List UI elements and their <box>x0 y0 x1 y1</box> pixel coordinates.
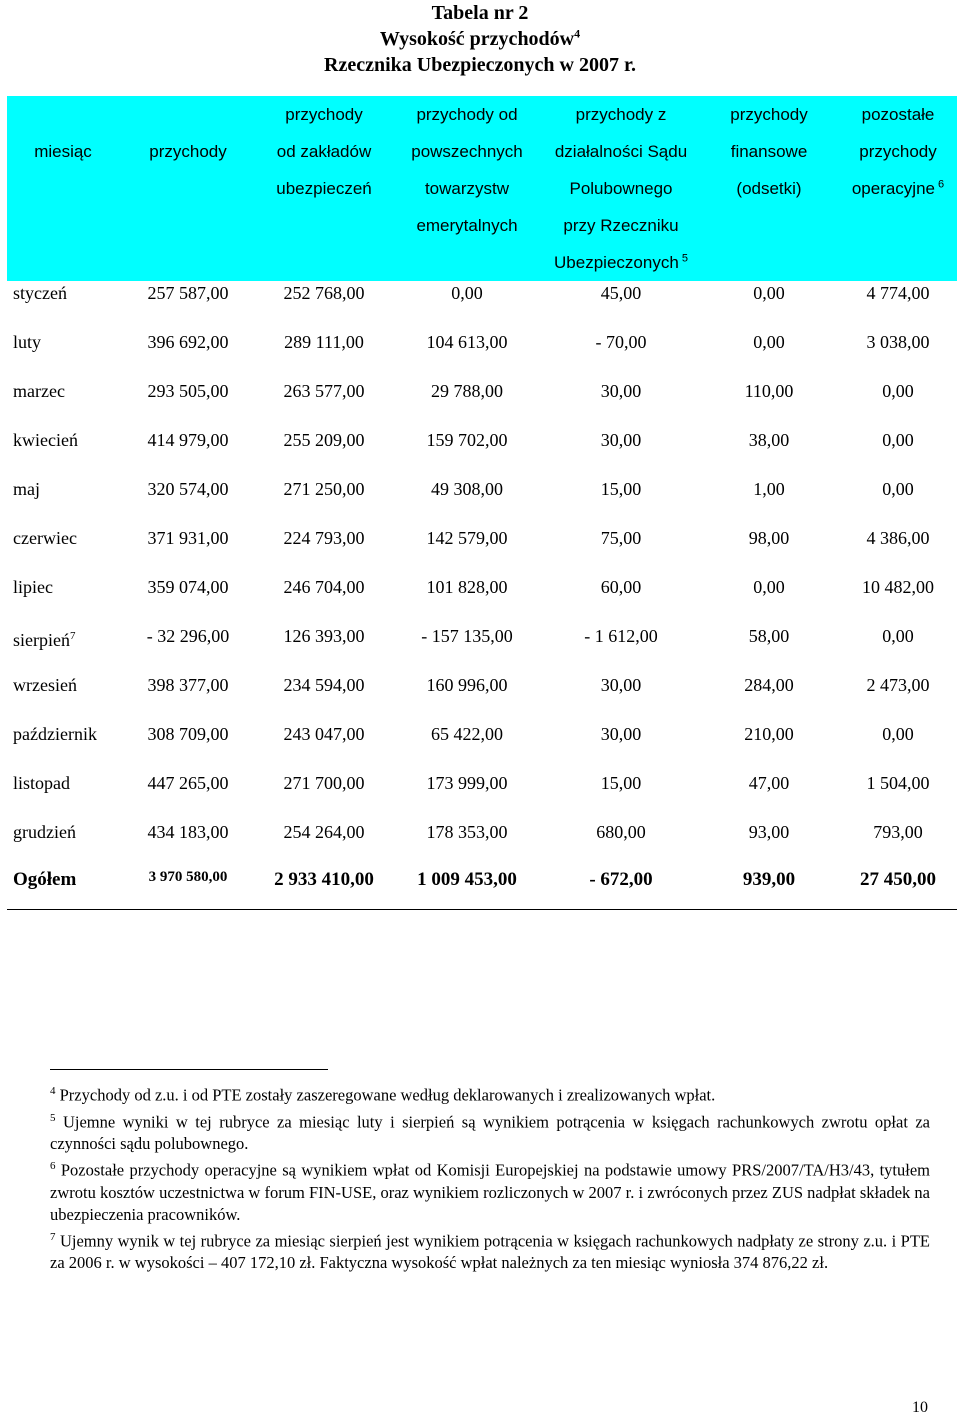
column-header-line: przychody <box>149 142 227 161</box>
value-cell: 3 038,00 <box>866 332 930 352</box>
month-cell: styczeń <box>13 283 67 303</box>
value-cell: 234 594,00 <box>283 675 365 695</box>
column-header-line: operacyjne $^6$ <box>851 178 945 198</box>
total-row <box>7 869 957 910</box>
value-cell: 284,00 <box>744 675 794 695</box>
month-cell: czerwiec <box>13 528 77 548</box>
value-cell: 98,00 <box>748 528 790 548</box>
column-header-line: Polubownego <box>569 179 673 198</box>
value-cell: 1,00 <box>753 479 785 499</box>
value-cell: 45,00 <box>600 283 642 303</box>
column-header-line: towarzystw <box>424 179 510 198</box>
value-cell: 210,00 <box>744 724 794 744</box>
footnote-text: Przychody od z.u. i od PTE zostały zaszeregowane według deklarowanych i zrealizowanych wpłat. <box>59 1085 716 1105</box>
footnote-number: 6 <box>50 1160 56 1172</box>
footnote <box>50 1155 930 1226</box>
table-row <box>7 379 957 428</box>
column-header <box>543 96 699 281</box>
column-header-line <box>7 207 119 244</box>
header-row <box>7 96 957 281</box>
value-cell: 371 931,00 <box>147 528 229 548</box>
column-header-line: ubezpieczeń <box>276 179 372 198</box>
total-value: 939,00 <box>742 869 796 890</box>
value-cell: 30,00 <box>600 724 642 744</box>
column-header-line <box>699 244 839 281</box>
value-cell: 10 482,00 <box>862 577 934 597</box>
value-cell: 142 579,00 <box>426 528 508 548</box>
value-cell: 224 793,00 <box>283 528 365 548</box>
column-header <box>391 96 543 281</box>
footnote-ref: 7 <box>69 630 76 642</box>
title-line-2: Wysokość przychodów$^4$ <box>379 26 581 50</box>
value-cell: 1 504,00 <box>866 773 930 793</box>
column-header-line <box>257 244 391 281</box>
footnote-number: 7 <box>50 1230 56 1243</box>
footnote <box>50 1107 930 1156</box>
footnote-separator <box>50 1069 328 1070</box>
value-cell: 15,00 <box>600 479 642 499</box>
footnotes <box>50 1080 930 1274</box>
value-cell: - 32 296,00 <box>146 626 230 646</box>
value-cell: 308 709,00 <box>147 724 229 744</box>
column-header-line <box>119 207 257 244</box>
column-header-line <box>391 244 543 281</box>
column-header-line: emerytalnych <box>416 216 518 235</box>
footnote-number: 5 <box>50 1111 56 1124</box>
column-header-line <box>839 244 957 281</box>
total-value: 2 933 410,00 <box>274 869 374 890</box>
value-cell: 173 999,00 <box>426 773 508 793</box>
value-cell: 246 704,00 <box>283 577 365 597</box>
value-cell: 30,00 <box>600 381 642 401</box>
table-row <box>7 722 957 771</box>
month-cell: grudzień <box>13 822 76 842</box>
value-cell: 0,00 <box>753 283 785 303</box>
title-line-3: Rzecznika Ubezpieczonych w 2007 r. <box>324 54 636 76</box>
column-header <box>119 96 257 281</box>
column-header-line <box>7 244 119 281</box>
month-cell: listopad <box>13 773 70 793</box>
value-cell: 434 183,00 <box>147 822 229 842</box>
month-cell: luty <box>13 332 42 352</box>
value-cell: 0,00 <box>753 577 785 597</box>
value-cell: 58,00 <box>748 626 790 646</box>
footnote <box>50 1226 930 1275</box>
column-header-line: przychody od <box>416 105 518 124</box>
value-cell: 0,00 <box>882 724 914 744</box>
table-row <box>7 330 957 379</box>
month-cell: sierpień$^7$ <box>13 630 76 650</box>
column-header-line: przychody <box>285 105 363 124</box>
value-cell: 126 393,00 <box>283 626 365 646</box>
month-cell: kwiecień <box>13 430 78 450</box>
footnote-ref: 5 <box>678 252 688 265</box>
value-cell: 255 209,00 <box>283 430 365 450</box>
table-row <box>7 771 957 820</box>
value-cell: 160 996,00 <box>426 675 508 695</box>
table-row <box>7 673 957 722</box>
column-header-line: przy Rzeczniku <box>563 216 679 235</box>
value-cell: 4 774,00 <box>866 283 930 303</box>
value-cell: 4 386,00 <box>866 528 930 548</box>
value-cell: 0,00 <box>882 626 914 646</box>
column-header-line <box>119 244 257 281</box>
total-label: Ogółem <box>13 869 77 890</box>
value-cell: 65 422,00 <box>431 724 503 744</box>
value-cell: 271 700,00 <box>283 773 365 793</box>
value-cell: 30,00 <box>600 430 642 450</box>
value-cell: - 1 612,00 <box>584 626 658 646</box>
column-header-line: pozostałe <box>861 105 935 124</box>
table-row <box>7 477 957 526</box>
table-title <box>0 0 960 78</box>
table-row <box>7 624 957 673</box>
table-row <box>7 820 957 869</box>
value-cell: 243 047,00 <box>283 724 365 744</box>
column-header-line: przychody <box>859 142 937 161</box>
value-cell: 793,00 <box>873 822 923 842</box>
value-cell: 93,00 <box>748 822 790 842</box>
footnote-number: 4 <box>50 1085 56 1097</box>
table-row <box>7 575 957 624</box>
value-cell: - 157 135,00 <box>421 626 513 646</box>
column-header-line: przychody <box>730 105 808 124</box>
value-cell: 320 574,00 <box>147 479 229 499</box>
column-header-line: działalności Sądu <box>554 142 688 161</box>
value-cell: 293 505,00 <box>147 381 229 401</box>
footnote-text: Pozostałe przychody operacyjne są wynikiem wpłat od Komisji Europejskiej na podstawie umowy PRS/2007/TA/H3/43, tytułem zwrotu kosztów uczestnictwa w forum FIN-USE, oraz wynikiem rozliczonych w 2007 r. i zwróconych przez ZUS nadpłat składek na ubezpieczenia pracowników. <box>50 1160 930 1224</box>
value-cell: 398 377,00 <box>147 675 229 695</box>
value-cell: 178 353,00 <box>426 822 508 842</box>
value-cell: 0,00 <box>753 332 785 352</box>
value-cell: 159 702,00 <box>426 430 508 450</box>
value-cell: 257 587,00 <box>147 283 229 303</box>
value-cell: 263 577,00 <box>283 381 365 401</box>
revenue-table <box>7 96 957 910</box>
column-header-line <box>7 170 119 207</box>
table-row <box>7 281 957 330</box>
value-cell: 49 308,00 <box>431 479 503 499</box>
value-cell: - 70,00 <box>595 332 647 352</box>
column-header-line <box>257 207 391 244</box>
column-header-line: przychody z <box>575 105 667 124</box>
month-cell: marzec <box>13 381 65 401</box>
table-row <box>7 428 957 477</box>
month-cell: październik <box>13 724 97 744</box>
value-cell: 75,00 <box>600 528 642 548</box>
footnote-text: Ujemny wynik w tej rubryce za miesiąc sierpień jest wynikiem potrącenia w księgach rachunkowych nadpłaty ze strony z.u. i PTE za 2006 r. w wysokości – 407 172,10 zł. Faktyczna wysokość wpłat należnych za ten miesiąc wyniosła 374 876,22 zł. <box>50 1231 930 1272</box>
month-cell: lipiec <box>13 577 53 597</box>
column-header-line <box>699 207 839 244</box>
value-cell: 252 768,00 <box>283 283 365 303</box>
table-row <box>7 526 957 575</box>
total-value: - 672,00 <box>589 869 653 890</box>
title-line-1: Tabela nr 2 <box>431 2 529 24</box>
column-header-line: powszechnych <box>411 142 523 161</box>
column-header-line <box>119 170 257 207</box>
month-cell: maj <box>13 479 40 499</box>
footnote-ref: 6 <box>934 178 945 191</box>
value-cell: 101 828,00 <box>426 577 508 597</box>
footnote-text: Ujemne wyniki w tej rubryce za miesiąc luty i sierpień są wynikiem potrącenia w księgach rachunkowych zwrotu opłat za czynności sądu polubownego. <box>50 1112 931 1153</box>
column-header <box>699 96 839 281</box>
column-header <box>257 96 391 281</box>
value-cell: 104 613,00 <box>426 332 508 352</box>
value-cell: 47,00 <box>748 773 790 793</box>
value-cell: 2 473,00 <box>866 675 930 695</box>
total-value: 27 450,00 <box>860 869 936 890</box>
column-header-line: Ubezpieczonych $^5$ <box>554 252 688 272</box>
column-header-line: od zakładów <box>276 142 372 161</box>
value-cell: 30,00 <box>600 675 642 695</box>
column-header-line <box>839 207 957 244</box>
value-cell: 0,00 <box>882 381 914 401</box>
value-cell: 29 788,00 <box>431 381 503 401</box>
value-cell: 110,00 <box>744 381 794 401</box>
column-header-line: finansowe <box>730 142 808 161</box>
value-cell: 396 692,00 <box>147 332 229 352</box>
value-cell: 38,00 <box>748 430 790 450</box>
value-cell: 60,00 <box>600 577 642 597</box>
value-cell: 254 264,00 <box>283 822 365 842</box>
column-header-line: (odsetki) <box>736 179 802 198</box>
total-value: 1 009 453,00 <box>417 869 517 890</box>
value-cell: 15,00 <box>600 773 642 793</box>
total-value: 3 970 580,00 <box>148 869 228 885</box>
column-header-line: miesiąc <box>34 142 92 161</box>
column-header-line <box>119 96 257 133</box>
value-cell: 414 979,00 <box>147 430 229 450</box>
column-header-line <box>7 96 119 133</box>
footnote <box>50 1080 930 1107</box>
value-cell: 271 250,00 <box>283 479 365 499</box>
value-cell: 447 265,00 <box>147 773 229 793</box>
value-cell: 0,00 <box>882 430 914 450</box>
value-cell: 680,00 <box>596 822 646 842</box>
value-cell: 0,00 <box>882 479 914 499</box>
column-header <box>7 96 119 281</box>
value-cell: 0,00 <box>451 283 483 303</box>
page-number: 10 <box>912 1399 928 1416</box>
value-cell: 359 074,00 <box>147 577 229 597</box>
column-header <box>839 96 957 281</box>
month-cell: wrzesień <box>13 675 77 695</box>
value-cell: 289 111,00 <box>284 332 364 352</box>
